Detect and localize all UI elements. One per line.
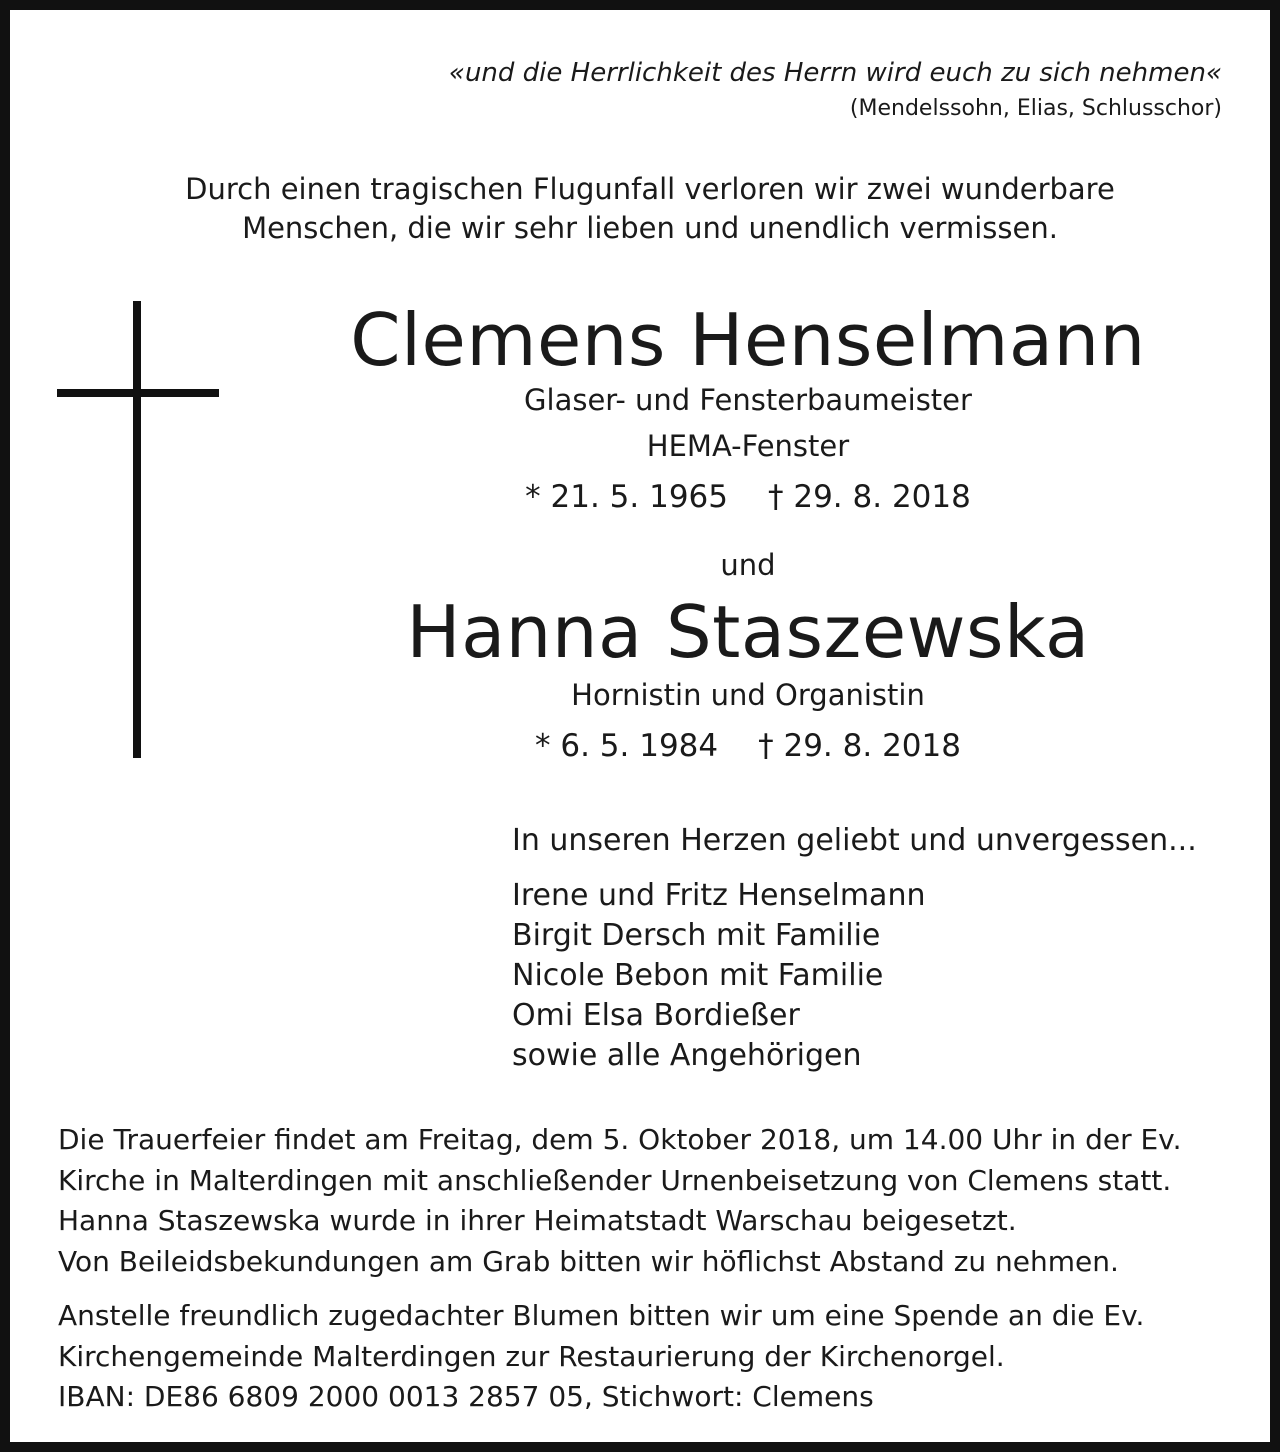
intro-line: Durch einen tragischen Flugunfall verloren wir zwei wunderbare (185, 172, 1115, 206)
connector-text: und (720, 548, 776, 582)
service-line: Die Trauerfeier findet am Freitag, dem 5. Oktober 2018, um 14.00 Uhr in der Ev. (58, 1123, 1182, 1156)
person2-dates (310, 727, 1186, 765)
donation-line: Kirchengemeinde Malterdingen zur Restaurierung der Kirchenorgel. (58, 1339, 1005, 1373)
service-line: Hanna Staszewska wurde in ihrer Heimatstadt Warschau beigesetzt. (58, 1204, 1017, 1237)
service-line: Von Beileidsbekundungen am Grab bitten wir höflichst Abstand zu nehmen. (58, 1244, 1119, 1278)
donation-line: Anstelle freundlich zugedachter Blumen bitten wir um eine Spende an die Ev. (58, 1299, 1145, 1332)
intro-text (10, 170, 1280, 248)
mourner-entry: Birgit Dersch mit Familie (512, 918, 881, 953)
mourners-list (512, 876, 925, 1076)
intro-line: Menschen, die wir sehr lieben und unendlich vermissen. (242, 211, 1058, 245)
person2-name: Hanna Staszewska (406, 590, 1090, 674)
person1-dates (310, 478, 1186, 516)
person1-profession: Glaser- und Fensterbaumeister (524, 383, 972, 417)
person1-company: HEMA-Fenster (646, 429, 850, 463)
person2-birth-date: * 6. 5. 1984 (535, 728, 719, 764)
mourner-entry: Irene und Fritz Henselmann (512, 878, 926, 913)
mourner-entry: sowie alle Angehörigen (512, 1038, 862, 1073)
mourner-entry: Omi Elsa Bordießer (512, 998, 800, 1033)
cross-vertical-bar (133, 301, 141, 758)
person2-death-date: † 29. 8. 2018 (758, 728, 961, 764)
mourners-heading: In unseren Herzen geliebt und unvergessen... (512, 823, 1197, 858)
mourner-entry: Nicole Bebon mit Familie (512, 958, 884, 993)
motto-quote: «und die Herrlichkeit des Herrn wird euch zu sich nehmen« (448, 58, 1222, 88)
motto-source: (Mendelssohn, Elias, Schlusschor) (849, 96, 1222, 121)
person1-death-date: † 29. 8. 2018 (768, 479, 971, 515)
donation-paragraph (58, 1296, 1242, 1418)
service-paragraph (58, 1120, 1242, 1282)
person1-birth-date: * 21. 5. 1965 (525, 479, 728, 515)
cross-horizontal-bar (57, 389, 219, 397)
donation-line: IBAN: DE86 6809 2000 0013 2857 05, Stichwort: Clemens (58, 1380, 874, 1413)
person1-name: Clemens Henselmann (350, 298, 1146, 382)
person2-profession: Hornistin und Organistin (571, 678, 925, 712)
service-line: Kirche in Malterdingen mit anschließender Urnenbeisetzung von Clemens statt. (58, 1163, 1172, 1197)
